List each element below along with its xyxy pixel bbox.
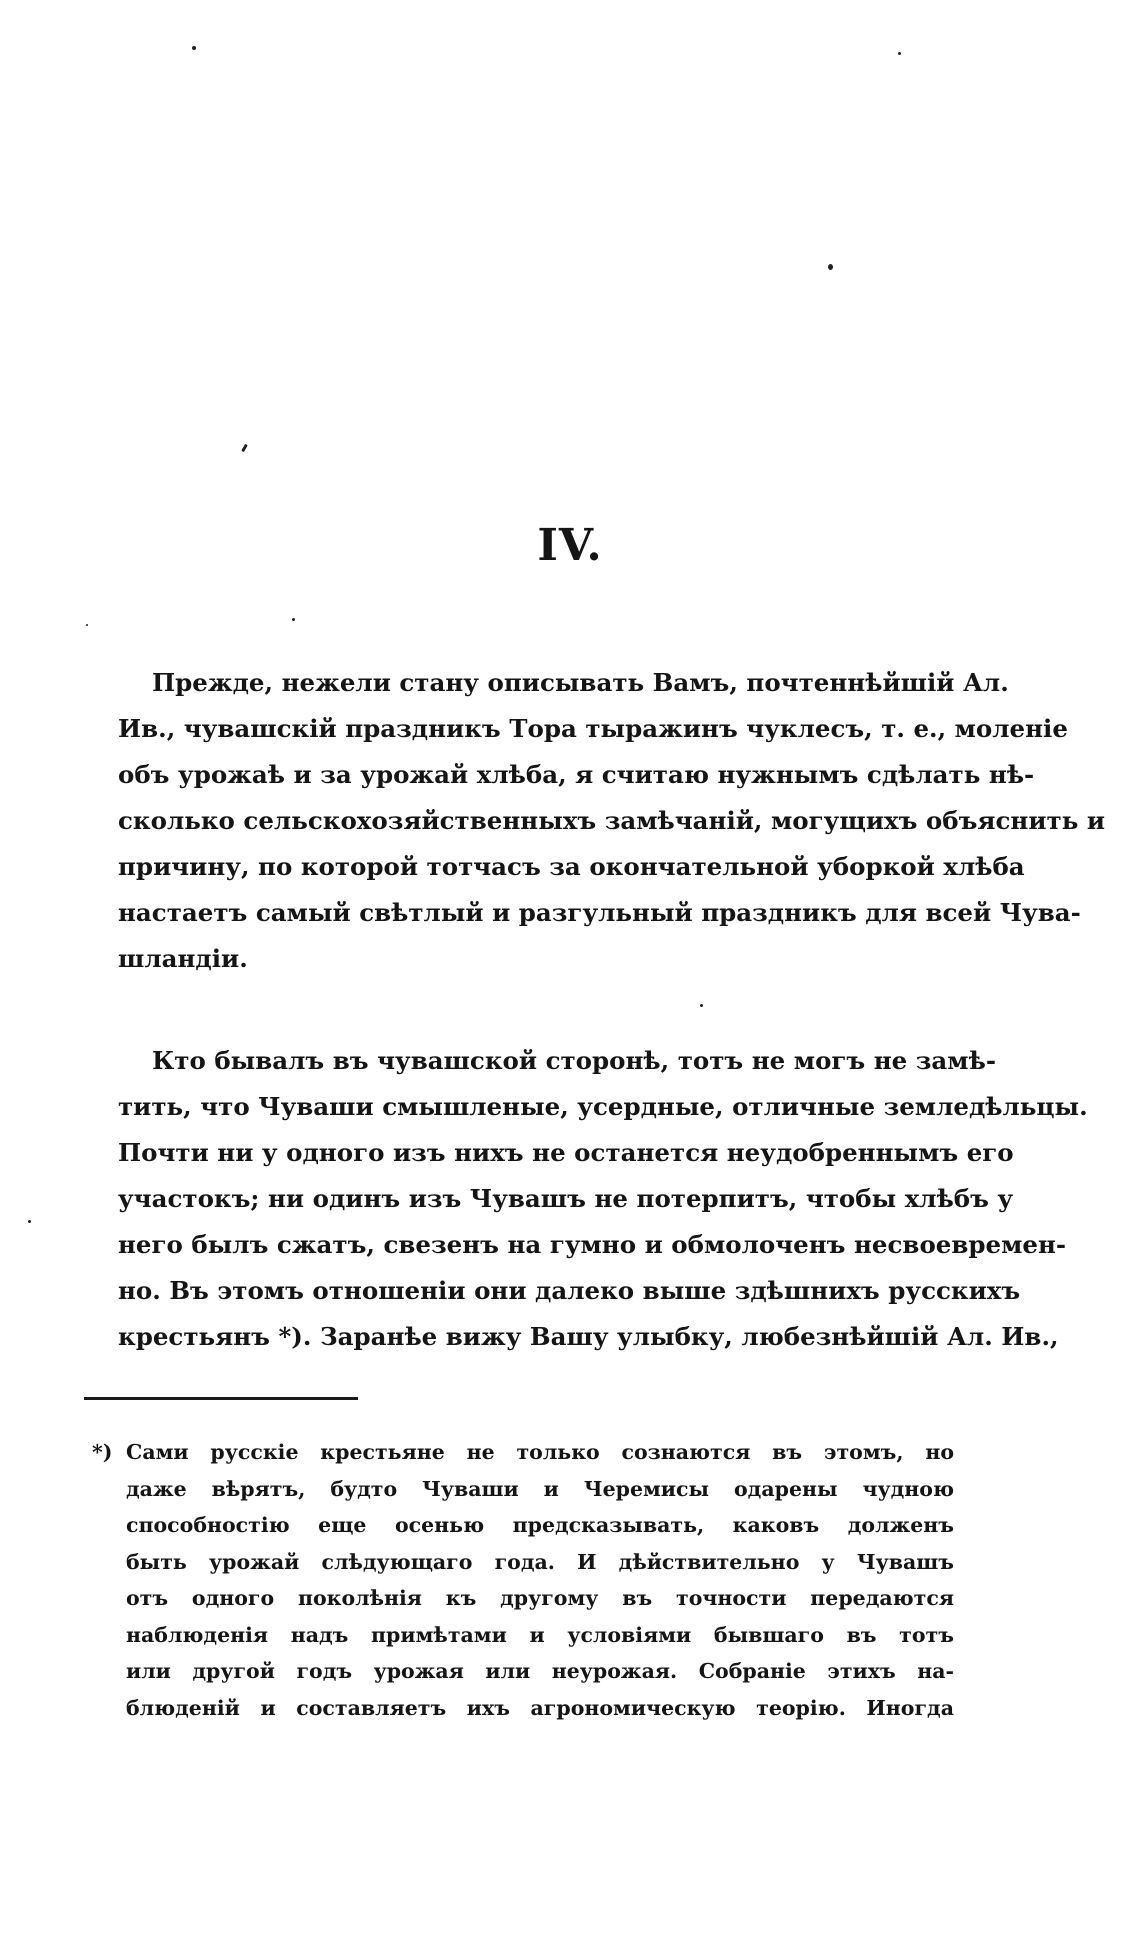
scan-speck bbox=[86, 624, 88, 626]
scan-speck bbox=[828, 264, 833, 270]
footnote-line: или другой годъ урожая или неурожая. Собраніе этихъ на- bbox=[126, 1659, 954, 1683]
paragraph-line: причину, по которой тотчасъ за окончательной уборкой хлѣба bbox=[118, 852, 1025, 881]
chapter-number: IV. bbox=[537, 520, 603, 571]
scan-speck bbox=[241, 444, 248, 452]
scan-speck bbox=[192, 46, 196, 50]
paragraph-line: него былъ сжатъ, свезенъ на гумно и обмолоченъ несвоевремен- bbox=[118, 1230, 1067, 1259]
paragraph-line: сколько сельскохозяйственныхъ замѣчаній, могущихъ объяснить и bbox=[118, 806, 1106, 835]
paragraph-line: Почти ни у одного изъ нихъ не останется неудобреннымъ его bbox=[118, 1138, 1014, 1167]
footnote-line: быть урожай слѣдующаго года. И дѣйствительно у Чувашъ bbox=[126, 1549, 954, 1574]
paragraph-line: крестьянъ *). Заранѣе вижу Вашу улыбку, любезнѣйшій Ал. Ив., bbox=[118, 1322, 1059, 1351]
footnote-line: Сами русскіе крестьяне не только сознаются въ этомъ, но bbox=[126, 1440, 954, 1464]
footnote-divider bbox=[84, 1397, 358, 1400]
paragraph-line: настаетъ самый свѣтлый и разгульный праздникъ для всей Чува- bbox=[118, 898, 1081, 927]
paragraph-line: Ив., чувашскій праздникъ Тора тыражинъ чуклесъ, т. е., моленіе bbox=[118, 714, 1068, 743]
paragraph-line: объ урожаѣ и за урожай хлѣба, я считаю нужнымъ сдѣлать нѣ- bbox=[118, 760, 1035, 789]
footnote-line: наблюденія надъ примѣтами и условіями бывшаго въ тотъ bbox=[126, 1622, 954, 1647]
paragraph-line: тить, что Чуваши смышленые, усердные, отличные земледѣльцы. bbox=[118, 1092, 1088, 1121]
footnote-line: блюденій и составляетъ ихъ агрономическую теорію. Иногда bbox=[126, 1695, 954, 1720]
footnote-line: отъ одного поколѣнія къ другому въ точности передаются bbox=[126, 1586, 954, 1610]
footnote bbox=[92, 1434, 954, 1726]
scan-speck bbox=[700, 1004, 703, 1007]
paragraph-1 bbox=[118, 660, 1106, 982]
paragraph-line: Прежде, нежели стану описывать Вамъ, почтеннѣйшій Ал. bbox=[152, 668, 1009, 697]
footnote-marker: *) bbox=[92, 1440, 113, 1464]
paragraph-line: шландіи. bbox=[118, 944, 248, 973]
footnote-line: даже вѣрятъ, будто Чуваши и Черемисы одарены чудною bbox=[126, 1476, 954, 1501]
scan-speck bbox=[28, 1220, 31, 1223]
paragraph-2 bbox=[118, 1038, 1088, 1360]
scan-speck bbox=[292, 618, 295, 621]
scan-speck bbox=[898, 52, 901, 55]
paragraph-line: участокъ; ни одинъ изъ Чувашъ не потерпитъ, чтобы хлѣбъ у bbox=[118, 1184, 1014, 1213]
paragraph-line: но. Въ этомъ отношеніи они далеко выше здѣшнихъ русскихъ bbox=[118, 1276, 1021, 1305]
paragraph-line: Кто бывалъ въ чувашской сторонѣ, тотъ не могъ не замѣ- bbox=[152, 1046, 996, 1075]
footnote-line: способностію еще осенью предсказывать, каковъ долженъ bbox=[126, 1513, 954, 1537]
